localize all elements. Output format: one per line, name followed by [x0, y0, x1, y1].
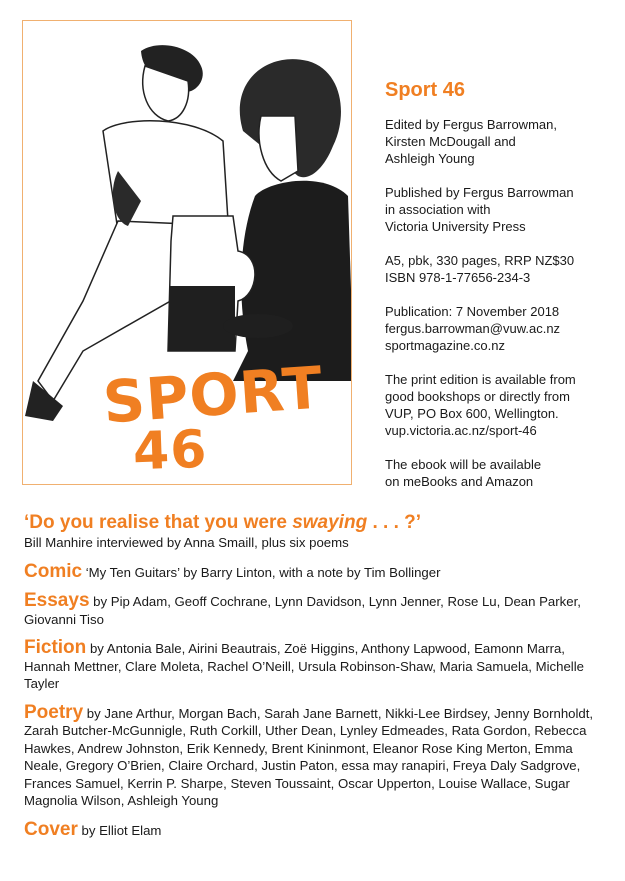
publication-block — [385, 303, 610, 354]
section-heading: Poetry — [24, 701, 84, 723]
editors-line: Edited by Fergus Barrowman, — [385, 117, 557, 132]
jug-beer — [168, 286, 235, 351]
section-text: by Antonia Bale, Airini Beautrais, Zoë Higgins, Anthony Lapwood, Eamonn Marra, Hannah Mettner, Clare Moleta, Rachel O’Neill, Ursula Robinson-Shaw, Maria Samuela, Michelle Tayler — [24, 641, 584, 691]
editors-block — [385, 116, 610, 167]
publisher-line: Victoria University Press — [385, 219, 526, 234]
cover-issue-number: 46 — [131, 419, 209, 483]
section-text: by Jane Arthur, Morgan Bach, Sarah Jane Barnett, Nikki-Lee Birdsey, Jenny Bornholdt, Zarah Butcher-McGunnigle, Ruth Corkill, Uther Dean, Lynley Edmeades, Rata Gordon, Rebecca Hawkes, Andrew Johnston, Erik Kennedy, Brent Kininmont, Eleanor Rose King Merton, Emma Neale, Gregory O’Brien, Claire Orchard, Justin Paton, essa may ranapiri, Freya Daly Sadgrove, Frances Samuel, Kerrin P. Sharpe, Steven Toussaint, Oscar Upperton, Louise Wallace, Sugar Magnolia Wilson, Ashleigh Young — [24, 705, 594, 808]
vup-link[interactable]: vup.victoria.ac.nz/sport-46 — [385, 423, 537, 438]
section-text: by Elliot Elam — [77, 822, 162, 838]
woman-face — [259, 116, 298, 181]
section-fiction — [24, 639, 609, 693]
section-text: by Pip Adam, Geoff Cochrane, Lynn Davidson, Lynn Jenner, Rose Lu, Dean Parker, Giovanni Tiso — [24, 594, 581, 627]
section-text: ‘My Ten Guitars’ by Barry Linton, with a note by Tim Bollinger — [82, 564, 441, 580]
section-heading: Comic — [24, 560, 83, 582]
isbn-line: ISBN 978-1-77656-234-3 — [385, 270, 531, 285]
ashtray — [223, 314, 293, 338]
print-line: VUP, PO Box 600, Wellington. — [385, 406, 559, 421]
editors-line: Ashleigh Young — [385, 151, 475, 166]
contents-list — [24, 512, 609, 839]
format-block — [385, 252, 610, 286]
website-link[interactable]: sportmagazine.co.nz — [385, 338, 505, 353]
feature-subtitle: Bill Manhire interviewed by Anna Smaill, plus six poems — [24, 535, 349, 550]
info-title: Sport 46 — [385, 79, 466, 101]
print-line: The print edition is available from — [385, 372, 576, 387]
section-heading: Cover — [24, 818, 78, 840]
feature-title — [24, 512, 609, 534]
cover-artwork — [22, 20, 352, 485]
contact-email[interactable]: fergus.barrowman@vuw.ac.nz — [385, 321, 561, 336]
feature-title-start: ‘Do you realise that you were — [24, 512, 293, 533]
feature-title-end: . . . ?’ — [367, 512, 422, 533]
publication-info — [385, 78, 610, 507]
section-cover — [24, 818, 609, 840]
publication-date: Publication: 7 November 2018 — [385, 304, 560, 319]
ebook-line: on meBooks and Amazon — [385, 474, 534, 489]
section-comic — [24, 560, 609, 582]
ebook-block — [385, 456, 610, 490]
editors-line: Kirsten McDougall and — [385, 134, 516, 149]
feature-title-emphasis: swaying — [292, 512, 368, 533]
print-edition-block — [385, 371, 610, 439]
publisher-line: Published by Fergus Barrowman — [385, 185, 574, 200]
publisher-block — [385, 184, 610, 235]
format-line: A5, pbk, 330 pages, RRP NZ$30 — [385, 253, 575, 268]
section-essays — [24, 592, 609, 628]
cover-title-word: SPORT — [100, 353, 326, 437]
publisher-line: in association with — [385, 202, 491, 217]
print-line: good bookshops or directly from — [385, 389, 570, 404]
section-heading: Essays — [24, 590, 90, 611]
ebook-line: The ebook will be available — [385, 457, 542, 472]
section-heading: Fiction — [24, 637, 87, 658]
section-poetry — [24, 701, 609, 810]
